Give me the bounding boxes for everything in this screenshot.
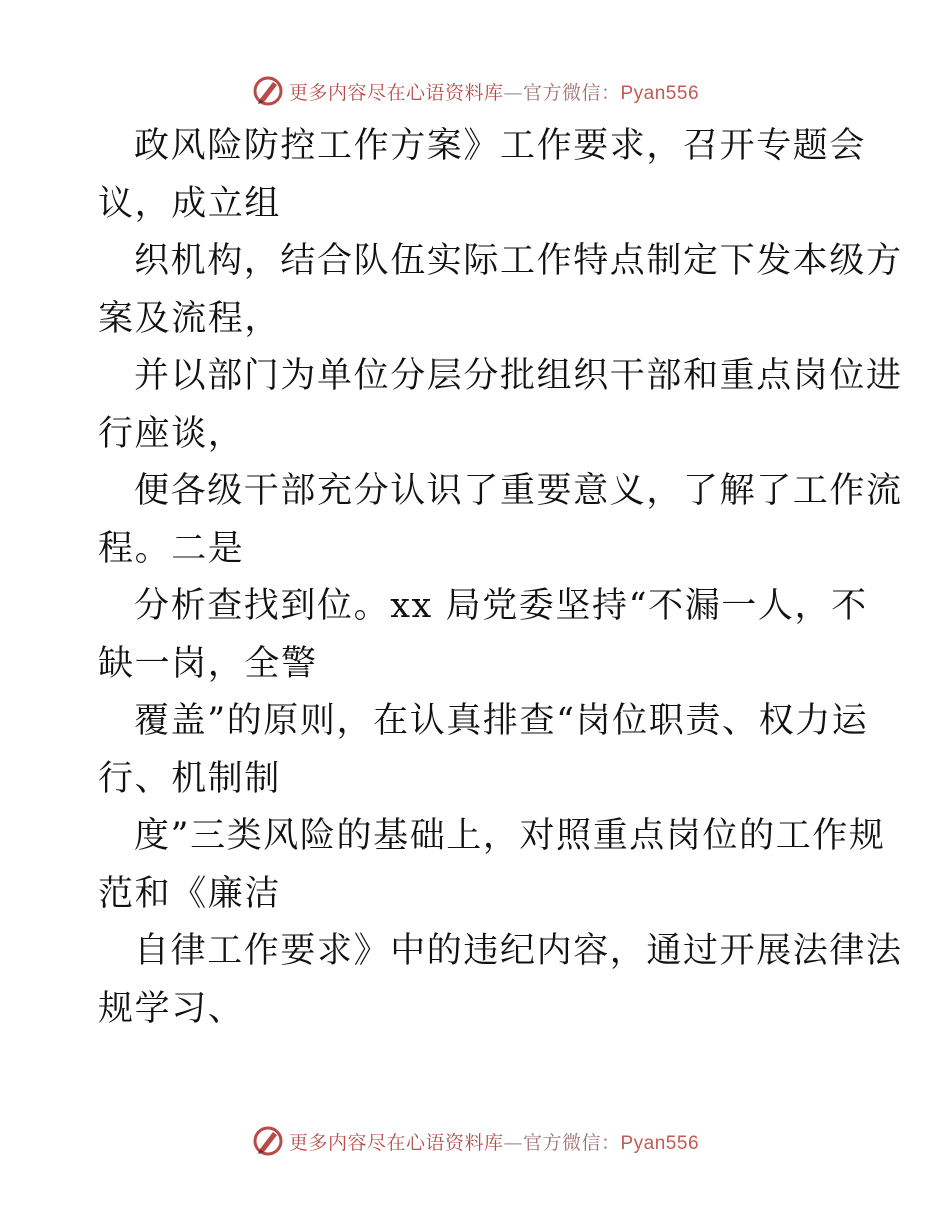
banner-dash: —: [503, 81, 523, 104]
banner-account: 官方微信：: [522, 81, 621, 104]
body-line: 行座谈，: [98, 413, 245, 454]
body-line: 议，成立组: [98, 183, 282, 224]
body-line: 缺一岗，全警: [98, 643, 318, 684]
banner-text: [289, 78, 699, 105]
body-line: 织机构，结合队伍实际工作特点制定下发本级方: [134, 241, 903, 281]
banner-account: 官方微信：: [522, 1131, 621, 1154]
banner-main: 更多内容尽在心语资料库: [288, 81, 504, 104]
header-banner: [0, 71, 950, 111]
banner-handle: Pyan556: [620, 1132, 700, 1154]
banner-text: [289, 1128, 699, 1155]
body-line: 案及流程，: [98, 298, 282, 339]
pen-logo-icon: [251, 1124, 285, 1158]
body-line: 程。二是: [98, 528, 245, 569]
document-body: [98, 118, 903, 1038]
banner-dash: —: [503, 1131, 523, 1154]
pen-logo-icon: [251, 74, 285, 108]
body-line: 分析查找到位。xx 局党委坚持“不漏一人，不: [134, 586, 868, 626]
body-line: 行、机制制: [98, 758, 282, 799]
banner-handle: Pyan556: [620, 82, 700, 104]
body-line: 自律工作要求》中的违纪内容，通过开展法律法: [134, 931, 903, 971]
body-line: 便各级干部充分认识了重要意义，了解了工作流: [134, 471, 903, 511]
body-line: 覆盖”的原则，在认真排查“岗位职责、权力运: [134, 701, 869, 741]
body-line: 并以部门为单位分层分批组织干部和重点岗位进: [134, 356, 903, 396]
footer-banner: [0, 1121, 950, 1161]
banner-main: 更多内容尽在心语资料库: [288, 1131, 504, 1154]
body-line: 度”三类风险的基础上，对照重点岗位的工作规: [134, 816, 886, 856]
body-line: 政风险防控工作方案》工作要求，召开专题会: [134, 126, 867, 166]
body-line: 范和《廉洁: [98, 873, 282, 914]
body-line: 规学习、: [98, 988, 245, 1029]
